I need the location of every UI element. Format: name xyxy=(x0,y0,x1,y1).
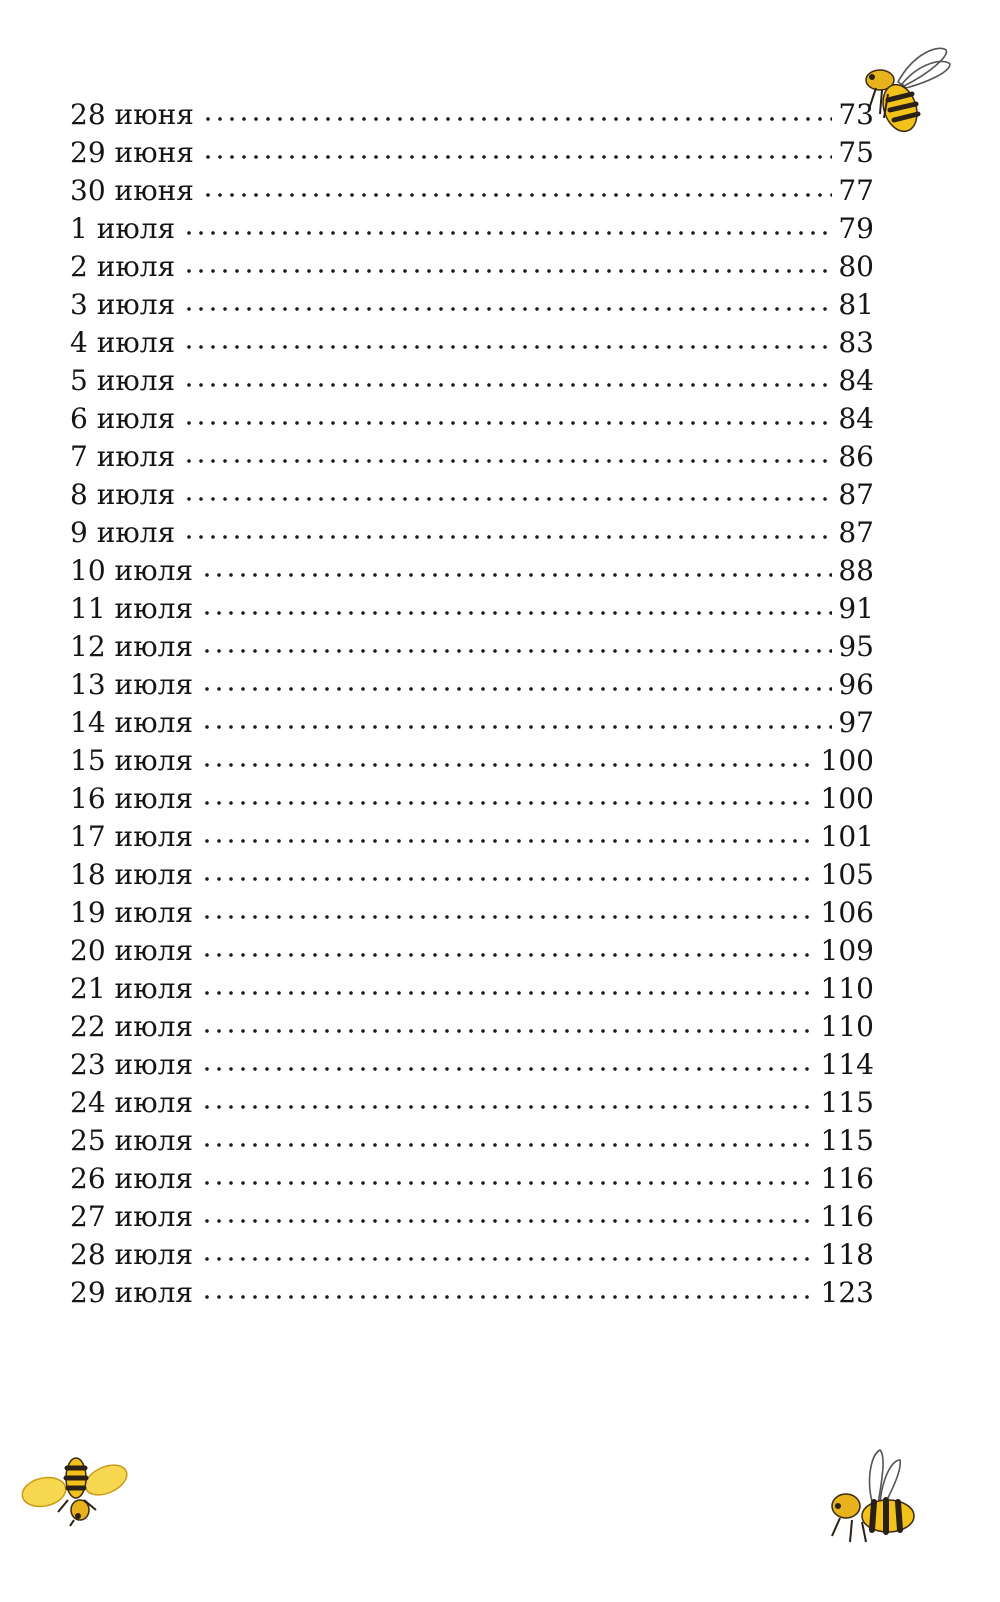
toc-entry-label: 20 июля xyxy=(70,934,194,967)
toc-entry xyxy=(70,666,874,704)
dot-leader xyxy=(201,648,832,654)
toc-entry xyxy=(70,856,874,894)
dot-leader xyxy=(201,1294,815,1300)
toc-entry xyxy=(70,400,874,438)
toc-entry-label: 19 июля xyxy=(70,896,194,929)
toc-entry-label: 5 июля xyxy=(70,364,176,397)
toc-entry xyxy=(70,1008,874,1046)
toc-entry xyxy=(70,514,874,552)
bee-icon xyxy=(18,1452,134,1528)
table-of-contents xyxy=(70,96,874,1312)
toc-entry-label: 7 июля xyxy=(70,440,176,473)
toc-entry-page: 88 xyxy=(838,554,874,587)
toc-entry xyxy=(70,894,874,932)
toc-entry-page: 97 xyxy=(838,706,874,739)
dot-leader xyxy=(201,1142,815,1148)
toc-entry-page: 109 xyxy=(820,934,874,967)
toc-entry xyxy=(70,96,874,134)
toc-entry-page: 110 xyxy=(820,972,874,1005)
toc-entry-label: 22 июля xyxy=(70,1010,194,1043)
toc-entry-page: 73 xyxy=(838,98,874,131)
toc-entry-label: 14 июля xyxy=(70,706,194,739)
toc-entry xyxy=(70,134,874,172)
toc-entry-page: 87 xyxy=(838,478,874,511)
dot-leader xyxy=(201,1180,815,1186)
toc-entry-label: 30 июня xyxy=(70,174,194,207)
toc-entry-page: 116 xyxy=(820,1200,874,1233)
toc-entry xyxy=(70,742,874,780)
toc-entry-page: 116 xyxy=(820,1162,874,1195)
toc-entry xyxy=(70,818,874,856)
toc-entry-page: 75 xyxy=(838,136,874,169)
toc-entry-page: 123 xyxy=(820,1276,874,1309)
bee-icon xyxy=(858,44,958,144)
toc-entry xyxy=(70,476,874,514)
toc-entry-label: 26 июля xyxy=(70,1162,194,1195)
toc-entry xyxy=(70,780,874,818)
toc-entry-label: 29 июля xyxy=(70,1276,194,1309)
toc-entry-label: 4 июля xyxy=(70,326,176,359)
toc-entry-page: 105 xyxy=(820,858,874,891)
dot-leader xyxy=(201,876,815,882)
toc-entry-page: 118 xyxy=(820,1238,874,1271)
dot-leader xyxy=(183,534,832,540)
toc-entry-label: 28 июня xyxy=(70,98,194,131)
dot-leader xyxy=(183,268,832,274)
toc-entry xyxy=(70,172,874,210)
toc-entry xyxy=(70,628,874,666)
dot-leader xyxy=(183,458,832,464)
toc-entry-label: 2 июля xyxy=(70,250,176,283)
toc-entry-page: 87 xyxy=(838,516,874,549)
dot-leader xyxy=(202,154,832,160)
dot-leader xyxy=(201,1256,815,1262)
toc-entry xyxy=(70,286,874,324)
toc-entry-label: 24 июля xyxy=(70,1086,194,1119)
toc-entry-label: 21 июля xyxy=(70,972,194,1005)
toc-entry-page: 83 xyxy=(838,326,874,359)
dot-leader xyxy=(183,382,832,388)
toc-entry-page: 114 xyxy=(820,1048,874,1081)
toc-entry-label: 18 июля xyxy=(70,858,194,891)
dot-leader xyxy=(183,230,832,236)
toc-entry xyxy=(70,362,874,400)
toc-entry-label: 23 июля xyxy=(70,1048,194,1081)
toc-entry-label: 16 июля xyxy=(70,782,194,815)
toc-entry-label: 28 июля xyxy=(70,1238,194,1271)
toc-entry-page: 101 xyxy=(820,820,874,853)
toc-entry xyxy=(70,1084,874,1122)
toc-entry-label: 3 июля xyxy=(70,288,176,321)
toc-entry-page: 86 xyxy=(838,440,874,473)
toc-entry-label: 12 июля xyxy=(70,630,194,663)
toc-entry-label: 17 июля xyxy=(70,820,194,853)
toc-entry-page: 77 xyxy=(838,174,874,207)
toc-entry-label: 11 июля xyxy=(70,592,194,625)
dot-leader xyxy=(201,724,832,730)
toc-entry-page: 81 xyxy=(838,288,874,321)
dot-leader xyxy=(201,990,815,996)
dot-leader xyxy=(183,496,832,502)
toc-entry xyxy=(70,438,874,476)
toc-entry-page: 100 xyxy=(820,744,874,777)
toc-entry xyxy=(70,932,874,970)
dot-leader xyxy=(201,762,815,768)
dot-leader xyxy=(201,1066,815,1072)
dot-leader xyxy=(201,800,815,806)
toc-entry xyxy=(70,590,874,628)
toc-entry xyxy=(70,1046,874,1084)
toc-entry-page: 80 xyxy=(838,250,874,283)
dot-leader xyxy=(201,952,815,958)
dot-leader xyxy=(201,610,832,616)
toc-entry-page: 79 xyxy=(838,212,874,245)
toc-entry-label: 1 июля xyxy=(70,212,176,245)
dot-leader xyxy=(201,1028,815,1034)
dot-leader xyxy=(201,838,815,844)
dot-leader xyxy=(201,1218,815,1224)
dot-leader xyxy=(183,344,832,350)
toc-entry xyxy=(70,1122,874,1160)
dot-leader xyxy=(201,1104,815,1110)
toc-entry xyxy=(70,248,874,286)
dot-leader xyxy=(202,192,832,198)
bee-icon xyxy=(826,1446,936,1546)
toc-entry-page: 95 xyxy=(838,630,874,663)
toc-entry-page: 84 xyxy=(838,364,874,397)
dot-leader xyxy=(201,914,815,920)
dot-leader xyxy=(201,572,832,578)
toc-entry xyxy=(70,704,874,742)
dot-leader xyxy=(201,686,832,692)
toc-entry xyxy=(70,1198,874,1236)
dot-leader xyxy=(183,306,832,312)
toc-entry xyxy=(70,324,874,362)
toc-entry-page: 96 xyxy=(838,668,874,701)
toc-entry xyxy=(70,210,874,248)
toc-entry-page: 91 xyxy=(838,592,874,625)
toc-entry xyxy=(70,970,874,1008)
toc-entry-label: 15 июля xyxy=(70,744,194,777)
toc-entry xyxy=(70,1236,874,1274)
toc-entry-label: 8 июля xyxy=(70,478,176,511)
toc-entry-label: 13 июля xyxy=(70,668,194,701)
toc-entry-page: 110 xyxy=(820,1010,874,1043)
dot-leader xyxy=(202,116,832,122)
toc-entry-page: 115 xyxy=(820,1086,874,1119)
toc-entry-page: 100 xyxy=(820,782,874,815)
toc-entry xyxy=(70,1274,874,1312)
toc-entry-label: 25 июля xyxy=(70,1124,194,1157)
toc-entry-label: 9 июля xyxy=(70,516,176,549)
toc-entry-page: 106 xyxy=(820,896,874,929)
toc-entry-label: 27 июля xyxy=(70,1200,194,1233)
toc-entry-label: 29 июня xyxy=(70,136,194,169)
toc-entry-label: 6 июля xyxy=(70,402,176,435)
toc-entry xyxy=(70,1160,874,1198)
toc-entry-page: 84 xyxy=(838,402,874,435)
toc-entry xyxy=(70,552,874,590)
toc-entry-page: 115 xyxy=(820,1124,874,1157)
dot-leader xyxy=(183,420,832,426)
toc-entry-label: 10 июля xyxy=(70,554,194,587)
